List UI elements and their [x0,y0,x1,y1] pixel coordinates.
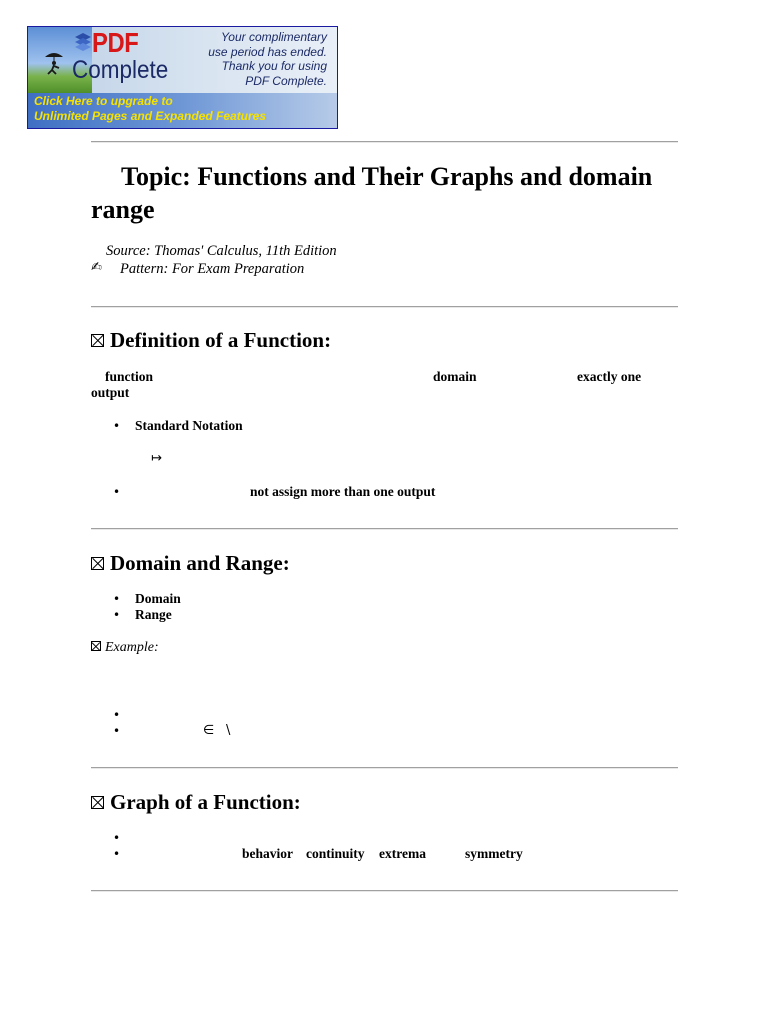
bullet-dot: • [113,847,121,861]
banner-message-line: use period has ended. [208,44,327,59]
example-label-text: Example: [105,640,159,655]
horizontal-rule [91,306,678,308]
bullet-dot: • [113,831,121,845]
horizontal-rule [91,890,678,892]
term-symmetry: symmetry [465,846,523,861]
bullet-dot: • [113,485,121,499]
section-heading-text: Definition of a Function: [110,328,332,352]
set-minus-symbol: \ [226,723,231,738]
bullet-dot: • [113,592,121,606]
term-function: function [105,369,154,384]
banner-message-line: PDF Complete. [245,73,327,88]
section-heading-domain-range [91,551,290,575]
term-behavior: behavior [242,846,294,861]
person-with-umbrella-icon [42,49,66,75]
term-output: output [91,385,130,400]
term-continuity: continuity [306,846,365,861]
checkbox-x-icon [91,796,104,809]
upgrade-banner[interactable] [27,26,338,129]
term-domain: Domain [135,591,181,606]
maps-to-arrow-icon: ↦ [151,451,162,466]
term-extrema: extrema [379,846,426,861]
term-range: Range [135,607,172,622]
example-label [91,640,159,656]
pdf-stack-logo-icon [73,33,93,53]
term-domain: domain [433,369,477,384]
upgrade-link-line[interactable]: Click Here to upgrade to [34,94,173,108]
section-heading-graph [91,790,301,814]
section-heading-definition [91,328,331,352]
checkbox-x-icon [91,641,101,651]
upgrade-link[interactable] [28,93,337,128]
term-exactly-one: exactly one [577,369,642,384]
page-title-text: Topic: Functions and Their Graphs and domain range [91,162,653,224]
checkbox-x-icon [91,557,104,570]
writing-hand-icon: ✍ [91,260,102,275]
banner-message [187,30,327,88]
bullet-dot: • [113,708,121,722]
horizontal-rule [91,528,678,530]
section-heading-text: Graph of a Function: [110,790,301,814]
bullet-dot: • [113,419,121,433]
upgrade-link-line[interactable]: Unlimited Pages and Expanded Features [34,109,267,123]
banner-message-line: Thank you for using [221,59,327,73]
section-heading-text: Domain and Range: [110,551,290,575]
banner-message-line: Your complimentary [220,30,327,44]
horizontal-rule [91,767,678,769]
bullet-dot: • [113,608,121,622]
element-of-symbol: ∈ [203,723,215,738]
pattern-line: Pattern: For Exam Preparation [120,261,305,277]
term-standard-notation: Standard Notation [135,418,243,433]
source-line: Source: Thomas' Calculus, 11th Edition [106,243,337,259]
horizontal-rule [91,141,678,143]
banner-logo-pdf: PDF [92,27,139,58]
page-title [91,160,681,226]
checkbox-x-icon [91,334,104,347]
bullet-dot: • [113,724,121,738]
banner-logo-complete: Complete [72,56,169,84]
term-not-assign: not assign more than one output [250,484,436,499]
